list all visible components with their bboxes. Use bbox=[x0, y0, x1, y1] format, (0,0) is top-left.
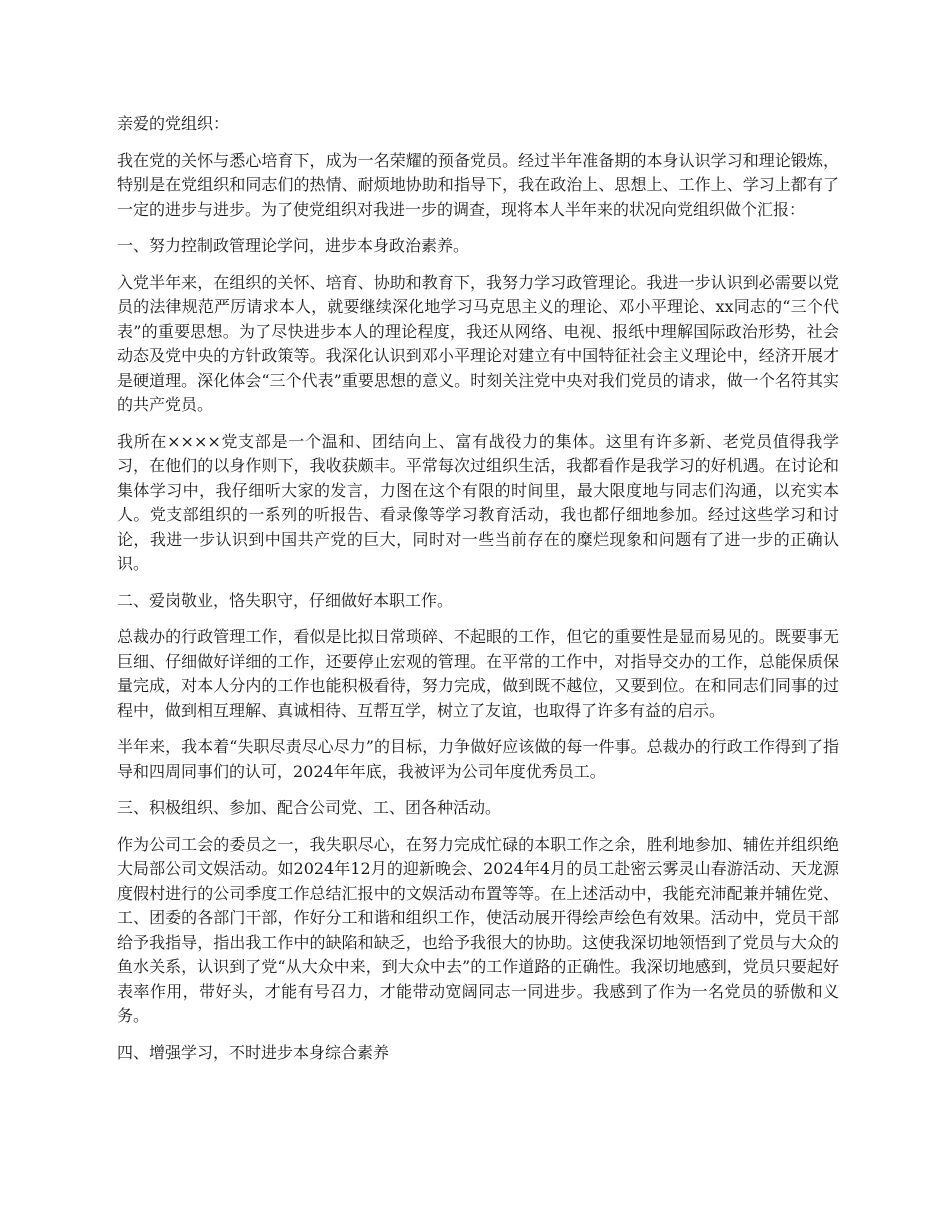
body-paragraph: 我所在××××党支部是一个温和、团结向上、富有战役力的集体。这里有许多新、老党员值得我学习，在他们的以身作则下，我收获颇丰。平常每次过组织生活，我都看作是我学习的好机遇。在讨论和集体学习中，我仔细听大家的发言，力图在这个有限的时间里，最大限度地与同志们沟通，以充实本人。党支部组织的一系列的听报告、看录像等学习教育活动，我也都仔细地参加。经过这些学习和讨论，我进一步认识到中国共产党的巨大，同时对一些当前存在的糜烂现象和问题有了进一步的正确认识。 bbox=[117, 431, 839, 573]
section-heading-2: 二、爱岗敬业，恪失职守，仔细做好本职工作。 bbox=[117, 590, 454, 610]
section-heading-3: 三、积极组织、参加、配合公司党、工、团各种活动。 bbox=[117, 798, 502, 817]
section-heading-1: 一、努力控制政管理论学问，进步本身政治素养。 bbox=[117, 236, 470, 255]
body-paragraph: 总裁办的行政管理工作，看似是比拟日常琐碎、不起眼的工作，但它的重要性是显而易见的。既要事无巨细、仔细做好详细的工作，还要停止宏观的管理。在平常的工作中，对指导交办的工作，总能保质保量完成，对本人分内的工作也能积极看待，努力完成，做到既不越位，又要到位。在和同志们同事的过程中，做到相互理解、真诚相待、互帮互学，树立了友谊，也取得了许多有益的启示。 bbox=[117, 627, 839, 720]
body-paragraph: 半年来，我本着“失职尽责尽心尽力”的目标，力争做好应该做的每一件事。总裁办的行政工作得到了指导和四周同事们的认可，2024年年底，我被评为公司年度优秀员工。 bbox=[117, 737, 839, 781]
salutation: 亲爱的党组织： bbox=[117, 114, 230, 133]
body-paragraph: 作为公司工会的委员之一，我失职尽心，在努力完成忙碌的本职工作之余，胜利地参加、辅佐并组织绝大局部公司文娱活动。如2024年12月的迎新晚会、2024年4月的员工赴密云雾灵山春游活动、天龙源度假村进行的公司季度工作总结汇报中的文娱活动布置等等。在上述活动中，我能充沛配兼并辅佐党、工、团委的各部门干部，作好分工和谐和组织工作，使活动展开得绘声绘色有效果。活动中，党员干部给予我指导，指出我工作中的缺陷和缺乏，也给予我很大的协助。这使我深切地领悟到了党员与大众的鱼水关系，认识到了党“从大众中来，到大众中去”的工作道路的正确性。我深切地感到，党员只要起好表率作用，带好头，才能有号召力，才能带动宽阔同志一同进步。我感到了作为一名党员的骄傲和义务。 bbox=[117, 834, 839, 1025]
document-body bbox=[117, 112, 839, 1077]
body-paragraph: 入党半年来，在组织的关怀、培育、协助和教育下，我努力学习政管理论。我进一步认识到必需要以党员的法律规范严厉请求本人，就要继续深化地学习马克思主义的理论、邓小平理论、xx同志的“三个代表”的重要思想。为了尽快进步本人的理论程度，我还从网络、电视、报纸中理解国际政治形势，社会动态及党中央的方针政策等。我深化认识到邓小平理论对建立有中国特征社会主义理论中，经济开展才是硬道理。深化体会“三个代表”重要思想的意义。时刻关注党中央对我们党员的请求，做一个名符其实的共产党员。 bbox=[117, 272, 839, 414]
intro-paragraph: 我在党的关怀与悉心培育下，成为一名荣耀的预备党员。经过半年准备期的本身认识学习和理论锻炼，特别是在党组织和同志们的热情、耐烦地协助和指导下，我在政治上、思想上、工作上、学习上都有了一定的进步与进步。为了使党组织对我进一步的调查，现将本人半年来的状况向党组织做个汇报： bbox=[117, 150, 839, 219]
section-heading-4: 四、增强学习，不时进步本身综合素养 bbox=[117, 1042, 390, 1062]
